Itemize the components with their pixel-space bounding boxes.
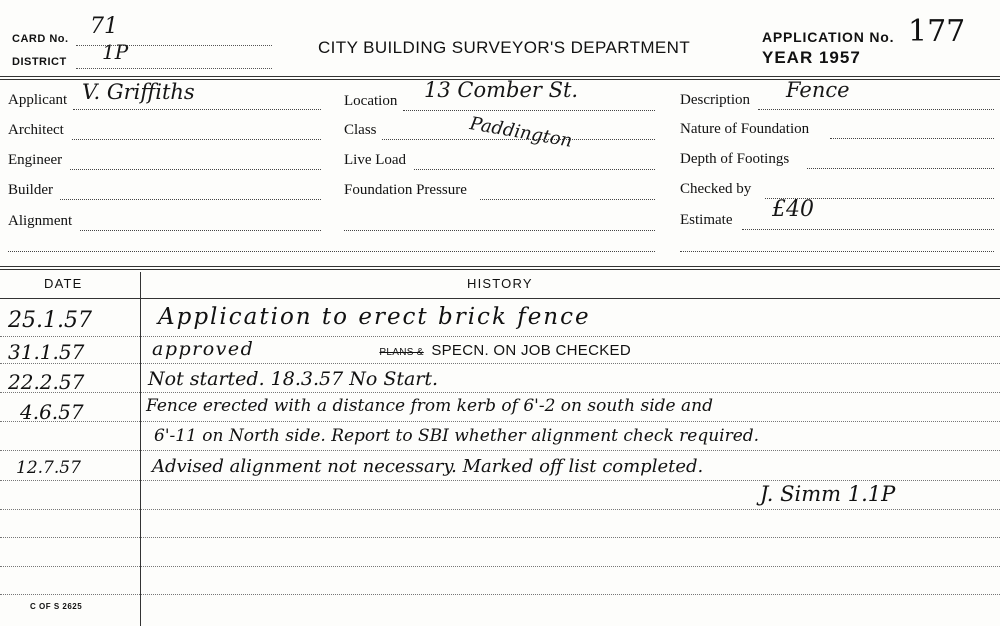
description-label: Description [680, 92, 750, 108]
card-no-value: 71 [90, 14, 118, 39]
estimate-label: Estimate [680, 212, 733, 228]
history-date: 4.6.57 [20, 400, 84, 424]
history-entry: Application to erect brick fence [158, 304, 591, 330]
history-date: 12.7.57 [16, 458, 81, 478]
history-entry: Advised alignment not necessary. Marked off list completed. [152, 456, 704, 477]
history-date: 25.1.57 [8, 308, 92, 333]
form-code: C OF S 2625 [30, 602, 83, 611]
class-label: Class [344, 122, 377, 138]
table-top-rule [0, 266, 1000, 267]
location-value: 13 Comber St. [424, 78, 579, 102]
district-line [76, 68, 272, 69]
column-divider [140, 272, 141, 626]
signature: J. Simm 1.1P [760, 482, 896, 506]
estimate-value: £40 [772, 197, 814, 222]
header-rule [0, 76, 1000, 77]
architect-label: Architect [8, 122, 64, 138]
depth-of-footings-label: Depth of Footings [680, 151, 790, 167]
live-load-label: Live Load [344, 152, 407, 168]
nature-of-foundation-label: Nature of Foundation [680, 121, 810, 137]
history-entry-text: approved [152, 338, 255, 360]
history-date: 31.1.57 [8, 340, 85, 364]
history-entry: Fence erected with a distance from kerb of 6'-2 on south side and [146, 396, 713, 416]
department-title: CITY BUILDING SURVEYOR'S DEPARTMENT [318, 38, 691, 57]
description-value: Fence [786, 78, 850, 102]
table-top-rule-2 [0, 269, 1000, 270]
builder-label: Builder [8, 182, 53, 198]
year-label: YEAR 1957 [762, 48, 861, 67]
card-no-label: CARD No. [12, 33, 69, 45]
specn-stamp: SPECN. ON JOB CHECKED [431, 342, 631, 359]
applicant-label: Applicant [8, 92, 68, 108]
application-no-label: APPLICATION No. [762, 29, 895, 45]
history-column-header: HISTORY [467, 276, 533, 291]
location-suburb-value: Paddington [468, 113, 574, 152]
application-no-value: 177 [908, 14, 966, 49]
applicant-value: V. Griffiths [82, 80, 195, 104]
history-entry [152, 338, 631, 360]
history-entry: Not started. 18.3.57 No Start. [148, 368, 439, 390]
district-label: DISTRICT [12, 56, 67, 68]
alignment-label: Alignment [8, 213, 73, 229]
history-entry: 6'-11 on North side. Report to SBI whether alignment check required. [154, 426, 760, 446]
date-column-header: DATE [44, 276, 83, 291]
district-value: 1P [102, 40, 129, 64]
struck-plans-text: PLANS & [379, 347, 424, 358]
table-header-rule [0, 298, 1000, 299]
engineer-label: Engineer [8, 152, 63, 168]
checked-by-label: Checked by [680, 181, 752, 197]
location-label: Location [344, 93, 398, 109]
history-date: 22.2.57 [8, 370, 85, 394]
foundation-pressure-label: Foundation Pressure [344, 182, 467, 198]
